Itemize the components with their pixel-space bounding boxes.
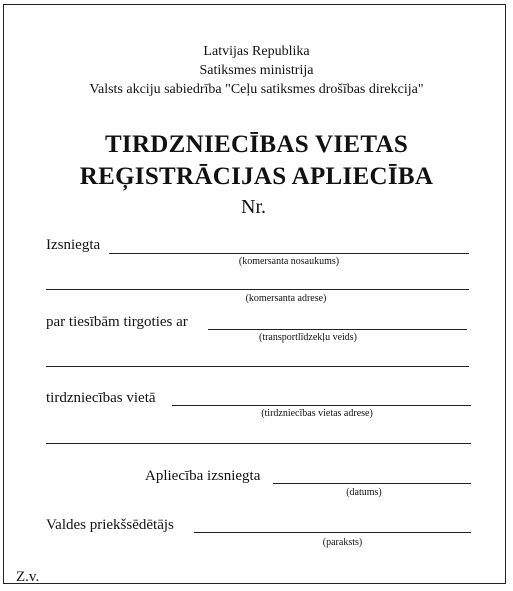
merchant-address-line[interactable] — [46, 289, 469, 290]
right-to-trade-label: par tiesībām tirgoties ar — [46, 314, 188, 330]
board-chair-label: Valdes priekšsēdētājs — [46, 517, 174, 533]
merchant-address-caption: (komersanta adrese) — [245, 293, 327, 304]
certificate-number-label: Nr. — [241, 196, 266, 218]
seal-label: Z.v. — [16, 569, 40, 585]
vehicle-type-line[interactable] — [208, 329, 467, 330]
merchant-name-line[interactable] — [109, 253, 469, 254]
date-caption: (datums) — [346, 487, 382, 498]
title-line1: TIRDZNIECĪBAS VIETAS — [104, 131, 409, 158]
merchant-name-caption: (komersanta nosaukums) — [238, 256, 340, 267]
signature-line[interactable] — [194, 532, 471, 533]
vehicle-type-caption: (transportlīdzekļu veids) — [258, 332, 358, 343]
header-republic: Latvijas Republika — [203, 44, 310, 59]
trade-place-line[interactable] — [172, 405, 471, 406]
issued-to-label: Izsniegta — [46, 237, 101, 253]
date-line[interactable] — [273, 483, 471, 484]
signature-caption: (paraksts) — [322, 537, 363, 548]
trade-place-extra-line[interactable] — [46, 443, 471, 444]
vehicle-type-extra-line[interactable] — [46, 366, 469, 367]
header-organization: Valsts akciju sabiedrība "Ceļu satiksmes drošības direkcija" — [89, 82, 424, 97]
title-line2: REĢISTRĀCIJAS APLIECĪBA — [79, 163, 434, 190]
header-ministry: Satiksmes ministrija — [199, 63, 314, 78]
trade-place-label: tirdzniecības vietā — [46, 390, 156, 406]
certificate-issued-label: Apliecība izsniegta — [145, 468, 261, 484]
trade-place-caption: (tirdzniecības vietas adrese) — [261, 408, 373, 419]
